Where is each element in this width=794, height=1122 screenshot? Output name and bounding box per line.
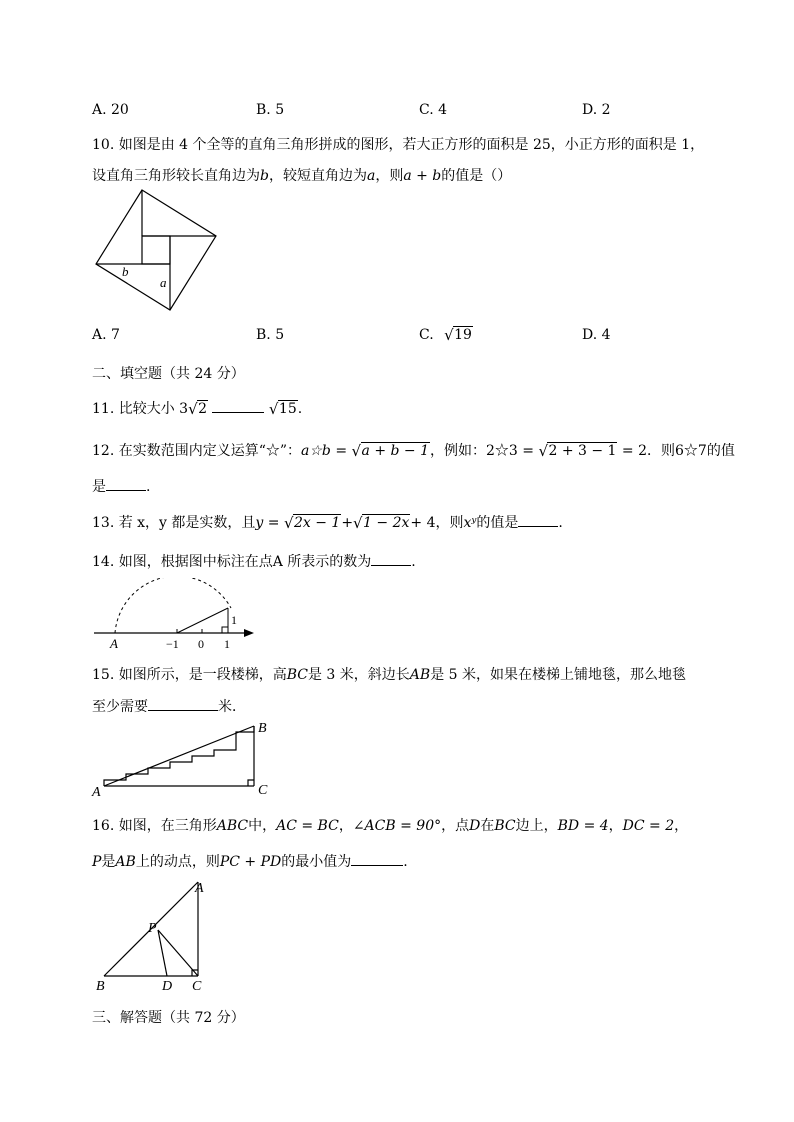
label-0: 0 xyxy=(198,637,204,651)
q9-option-a: A. 20 xyxy=(92,102,129,118)
answer-blank[interactable] xyxy=(148,696,218,711)
sqrt: √ 2x − 1 xyxy=(283,514,341,532)
label-b: b xyxy=(122,264,129,279)
q10-option-b: B. 5 xyxy=(256,327,285,343)
q9-option-d: D. 2 xyxy=(582,102,611,118)
segment-PC xyxy=(158,930,198,976)
arrow-head xyxy=(244,629,254,637)
q12-line1: 12. 在实数范围内定义运算“☆”：a☆b = √ a + b − 1，例如：2☆3 = √ 2 + 3 − 1 = 2．则6☆7的值 xyxy=(92,442,735,460)
right-angle-mark xyxy=(222,627,228,633)
q10-option-a: A. 7 xyxy=(92,327,120,343)
q12-line2: 是 . xyxy=(92,476,150,496)
answer-blank[interactable] xyxy=(212,398,264,413)
sqrt: √ 2 + 3 − 1 xyxy=(538,442,617,460)
label-neg1: −1 xyxy=(166,637,179,651)
sqrt: √ 15 xyxy=(268,400,297,418)
label-A: A xyxy=(110,636,118,651)
section-3-heading: 三、解答题（共 72 分） xyxy=(92,1010,245,1026)
q16-line1: 16. 如图，在三角形ABC中，AC = BC，∠ACB = 90°，点D在BC边上，BD = 4，DC = 2， xyxy=(92,818,689,834)
sqrt: √ 1 − 2x xyxy=(353,514,410,532)
q10-line2: 设直角三角形较长直角边为b，较短直角边为a，则a + b的值是（） xyxy=(92,168,512,184)
label-a: a xyxy=(160,275,167,290)
label-A: A xyxy=(195,881,204,896)
q15-figure xyxy=(90,716,280,800)
q15-line2: 至少需要 米． xyxy=(92,696,246,716)
answer-blank[interactable] xyxy=(371,551,411,566)
q14-figure xyxy=(90,578,260,652)
q11: 11. 比较大小 3 √ 2 √ 15. xyxy=(92,400,303,418)
right-angle-mark xyxy=(248,780,254,786)
label-P: P xyxy=(148,921,157,936)
big-square xyxy=(96,190,216,310)
sqrt: √ 2 xyxy=(188,400,207,418)
q9-option-b: B. 5 xyxy=(256,102,285,118)
label-D: D xyxy=(162,979,173,994)
label-C: C xyxy=(192,979,202,994)
q10-option-c: C. √ 19 xyxy=(419,326,472,344)
q13: 13. 若 x，y 都是实数，且y = √ 2x − 1+ √ 1 − 2x+ 4，则xʸ的值是 . xyxy=(92,514,563,532)
q16-figure xyxy=(92,876,222,996)
label-B: B xyxy=(258,721,267,736)
q15-line1: 15. 如图所示，是一段楼梯，高BC是 3 米，斜边长AB是 5 米，如果在楼梯上铺地毯，那么地毯 xyxy=(92,667,687,683)
q10-option-d: D. 4 xyxy=(582,327,611,343)
answer-blank[interactable] xyxy=(106,476,146,491)
q14: 14. 如图，根据图中标注在点A 所表示的数为 . xyxy=(92,551,416,571)
label-A: A xyxy=(92,785,101,800)
label-B: B xyxy=(96,979,105,994)
sqrt: √ a + b − 1 xyxy=(351,442,430,460)
q10-figure xyxy=(90,186,220,316)
q9-option-c: C. 4 xyxy=(419,102,448,118)
answer-blank[interactable] xyxy=(518,512,558,527)
label-1: 1 xyxy=(224,637,230,651)
small-square xyxy=(142,236,170,264)
segment-PD xyxy=(158,930,167,976)
sqrt: √ 19 xyxy=(444,326,472,344)
q10-line1: 10. 如图是由 4 个全等的直角三角形拼成的图形，若大正方形的面积是 25，小正方形的面积是 1， xyxy=(92,137,705,153)
answer-blank[interactable] xyxy=(351,851,403,866)
compass-arc xyxy=(115,578,231,633)
label-side-1: 1 xyxy=(231,613,237,627)
q16-line2: P是AB上的动点，则PC + PD的最小值为 . xyxy=(92,851,408,871)
section-2-heading: 二、填空题（共 24 分） xyxy=(92,366,245,382)
label-C: C xyxy=(258,783,268,798)
